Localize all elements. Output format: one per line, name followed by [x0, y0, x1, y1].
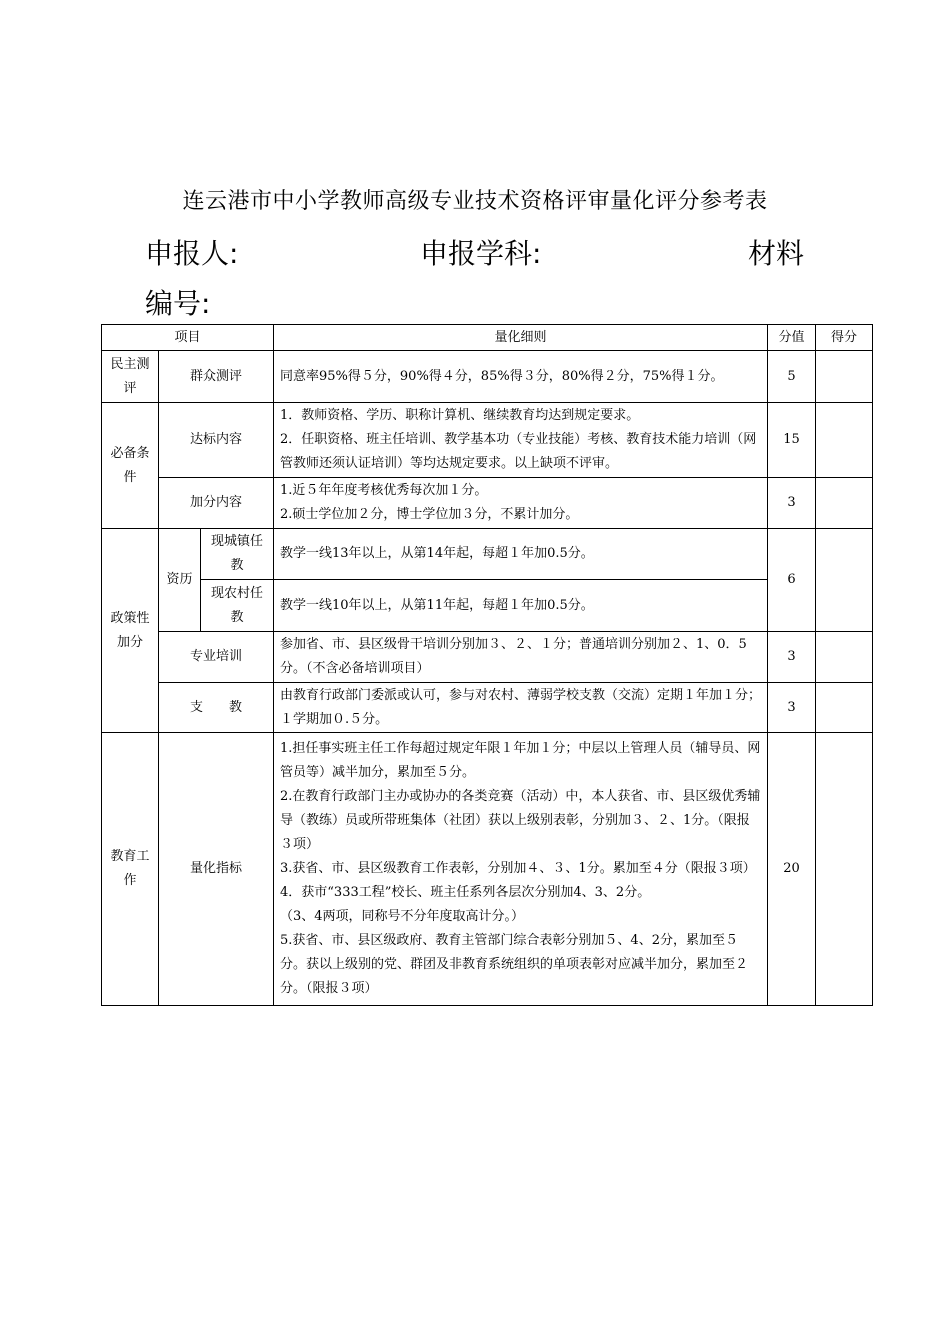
score-cell: 3 [768, 478, 816, 529]
subitem-cell: 加分内容 [159, 478, 274, 529]
score-cell: 6 [768, 529, 816, 632]
header-got: 得分 [816, 325, 873, 351]
subitem-cell: 群众测评 [159, 351, 274, 403]
category-cell: 民主测评 [102, 351, 159, 403]
detail-cell: 教学一线10年以上，从第11年起，每超１年加0.5分。 [274, 580, 768, 632]
category-cell: 政策性加分 [102, 529, 159, 733]
group-cell: 资历 [159, 529, 201, 632]
detail-cell: 同意率95%得５分，90%得４分，85%得３分，80%得２分，75%得１分。 [274, 351, 768, 403]
scoring-table [101, 324, 873, 1006]
score-cell: 15 [768, 403, 816, 478]
table-row [102, 478, 873, 529]
got-score-cell[interactable] [816, 478, 873, 529]
material-label: 材料 [748, 237, 805, 270]
category-cell: 教育工作 [102, 733, 159, 1006]
got-score-cell[interactable] [816, 351, 873, 403]
subitem-cell: 现城镇任教 [201, 529, 274, 580]
detail-cell: 教学一线13年以上，从第14年起，每超１年加0.5分。 [274, 529, 768, 580]
detail-cell: 由教育行政部门委派或认可，参与对农村、薄弱学校支教（交流）定期１年加１分；１学期加０.５分。 [274, 683, 768, 733]
score-cell: 20 [768, 733, 816, 1006]
got-score-cell[interactable] [816, 529, 873, 632]
score-cell: 3 [768, 683, 816, 733]
table-row [102, 733, 873, 1006]
score-cell: 5 [768, 351, 816, 403]
table-row [102, 632, 873, 683]
category-cell: 必备条件 [102, 403, 159, 529]
subitem-cell: 专业培训 [159, 632, 274, 683]
table-row [102, 403, 873, 478]
page-title: 连云港市中小学教师高级专业技术资格评审量化评分参考表 [182, 189, 768, 214]
got-score-cell[interactable] [816, 632, 873, 683]
header-score: 分值 [768, 325, 816, 351]
detail-cell: 1．教师资格、学历、职称计算机、继续教育均达到规定要求。 2．任职资格、班主任培训、教学基本功（专业技能）考核、教育技术能力培训（网管教师还须认证培训）等均达规定要求。以上缺项不评审。 [274, 403, 768, 478]
table-row [102, 351, 873, 403]
number-label: 编号: [145, 287, 211, 320]
subitem-cell: 支 教 [159, 683, 274, 733]
got-score-cell[interactable] [816, 733, 873, 1006]
detail-cell: 参加省、市、县区级骨干培训分别加３、２、１分；普通培训分别加２、1、0．5分。（不含必备培训项目） [274, 632, 768, 683]
table-row [102, 580, 873, 632]
got-score-cell[interactable] [816, 403, 873, 478]
subject-label: 申报学科: [420, 237, 542, 270]
subitem-cell: 现农村任教 [201, 580, 274, 632]
header-item: 项目 [102, 325, 274, 351]
table-row [102, 683, 873, 733]
detail-cell: 1.担任事实班主任工作每超过规定年限１年加１分；中层以上管理人员（辅导员、网管员等）减半加分，累加至５分。 2.在教育行政部门主办或协办的各类竞赛（活动）中，本人获省、市、县区级优秀辅导（教练）员或所带班集体（社团）获以上级别表彰，分别加３、２、1分。（限报３项） 3.获省、市、县区级教育工作表彰，分别加４、３、1分。累加至４分（限报３项） 4．获市“333工程”校长、班主任系列各层次分别加4、3、2分。 （3、4两项，同称号不分年度取高计分。） 5.获省、市、县区级政府、教育主管部门综合表彰分别加５、4、2分，累加至５分。获以上级别的党、群团及非教育系统组织的单项表彰对应减半加分，累加至２分。（限报３项） [274, 733, 768, 1006]
subitem-cell: 达标内容 [159, 403, 274, 478]
header-detail: 量化细则 [274, 325, 768, 351]
detail-cell: 1.近５年年度考核优秀每次加１分。 2.硕士学位加２分，博士学位加３分，不累计加分。 [274, 478, 768, 529]
subitem-cell: 量化指标 [159, 733, 274, 1006]
applicant-label: 申报人: [145, 237, 239, 270]
table-header-row [102, 325, 873, 351]
table-row [102, 529, 873, 580]
got-score-cell[interactable] [816, 683, 873, 733]
score-cell: 3 [768, 632, 816, 683]
